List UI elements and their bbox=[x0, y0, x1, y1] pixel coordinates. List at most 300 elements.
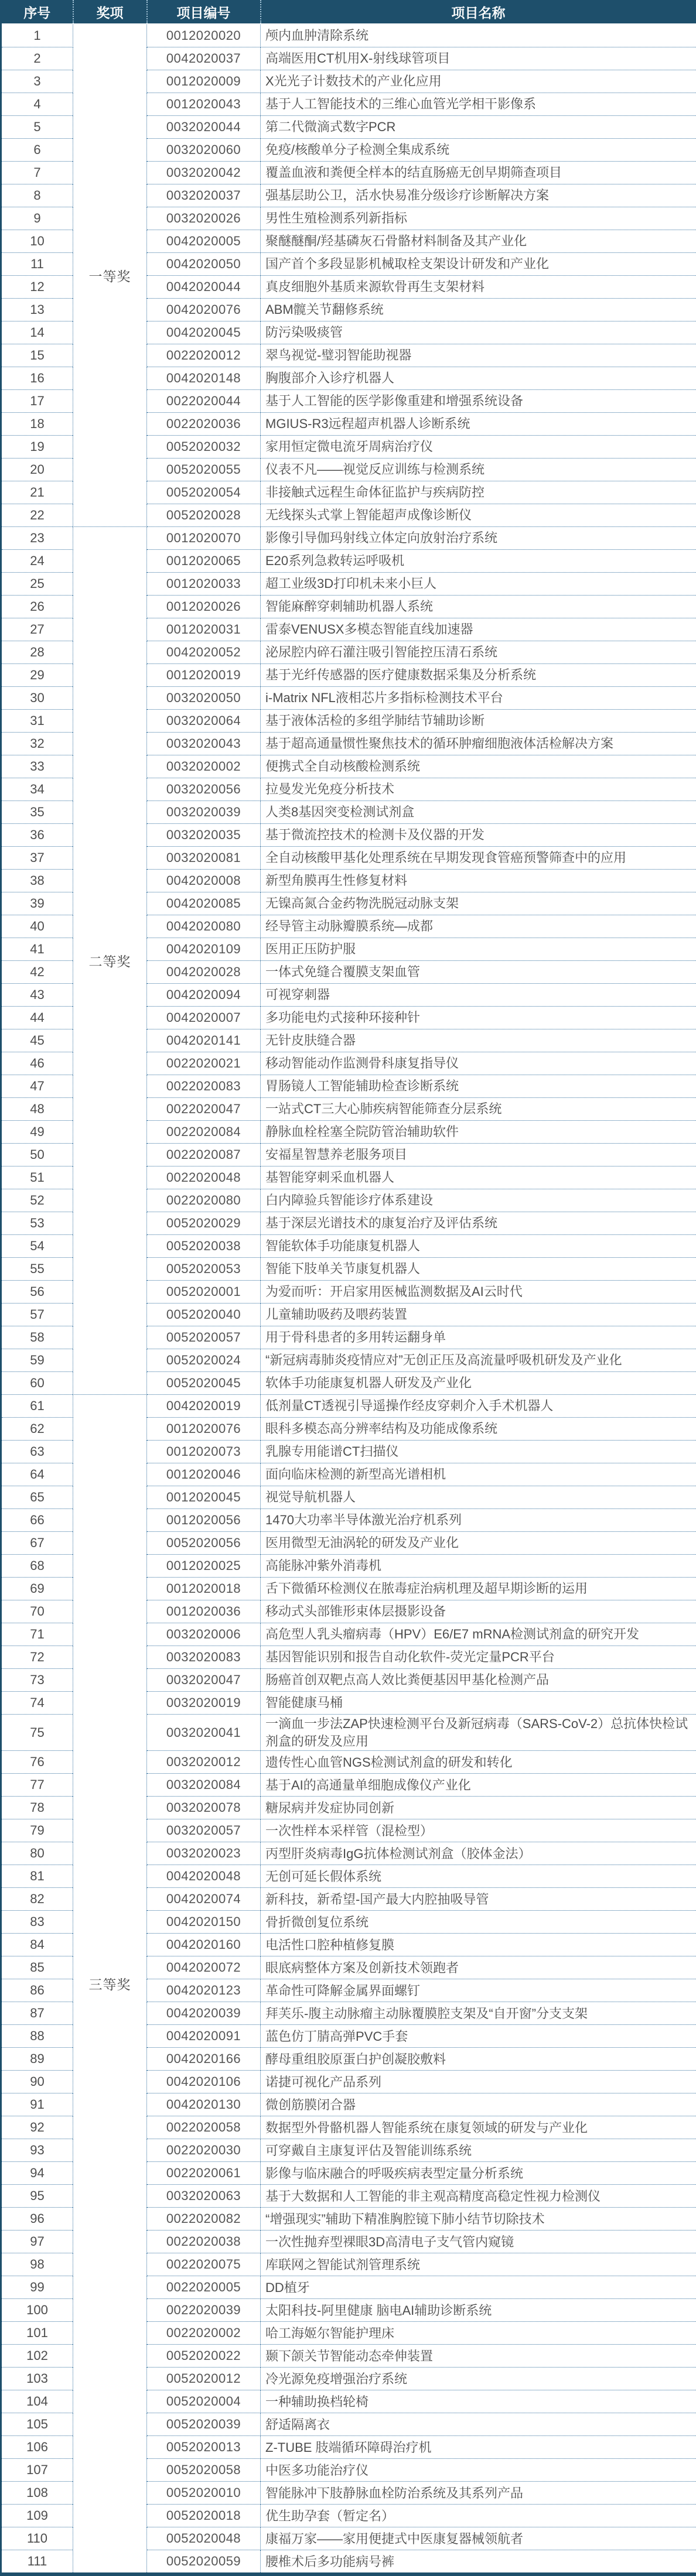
table-header bbox=[1, 0, 696, 24]
project-name-cell: 覆盖血液和粪便全样本的结直肠癌无创早期筛查项目 bbox=[261, 162, 696, 184]
project-code-cell: 0042020109 bbox=[147, 938, 261, 961]
project-code-cell: 0052020056 bbox=[147, 1532, 261, 1555]
serial-number-cell: 49 bbox=[1, 1121, 73, 1144]
project-name-cell: 胃肠镜人工智能辅助检查诊断系统 bbox=[261, 1075, 696, 1098]
project-name-cell: 诺捷可视化产品系列 bbox=[261, 2071, 696, 2093]
project-name-cell: 高端医用CT机用X-射线球管项目 bbox=[261, 47, 696, 70]
serial-number-cell: 64 bbox=[1, 1463, 73, 1486]
serial-number-cell: 105 bbox=[1, 2413, 73, 2436]
serial-number-cell: 4 bbox=[1, 93, 73, 116]
project-name-cell: 太阳科技-阿里健康 脑电AI辅助诊断系统 bbox=[261, 2299, 696, 2322]
serial-number-cell: 32 bbox=[1, 733, 73, 755]
serial-number-cell: 54 bbox=[1, 1235, 73, 1258]
project-code-cell: 0042020037 bbox=[147, 47, 261, 70]
project-name-cell: 库联网之智能试剂管理系统 bbox=[261, 2253, 696, 2276]
serial-number-cell: 84 bbox=[1, 1934, 73, 1956]
header-serial-number: 序号 bbox=[1, 0, 73, 24]
serial-number-cell: 19 bbox=[1, 436, 73, 459]
serial-number-cell: 13 bbox=[1, 299, 73, 321]
project-name-cell: 乳腺专用能谱CT扫描仪 bbox=[261, 1441, 696, 1463]
serial-number-cell: 16 bbox=[1, 367, 73, 390]
project-code-cell: 0022020002 bbox=[147, 2322, 261, 2345]
project-name-cell: 数据型外骨骼机器人智能系统在康复领域的研发与产业化 bbox=[261, 2116, 696, 2139]
serial-number-cell: 63 bbox=[1, 1441, 73, 1463]
project-code-cell: 0032020084 bbox=[147, 1774, 261, 1797]
serial-number-cell: 103 bbox=[1, 2368, 73, 2390]
serial-number-cell: 8 bbox=[1, 184, 73, 207]
serial-number-cell: 69 bbox=[1, 1578, 73, 1600]
project-code-cell: 0022020012 bbox=[147, 344, 261, 367]
project-code-cell: 0032020064 bbox=[147, 710, 261, 733]
project-name-cell: 中医多功能治疗仪 bbox=[261, 2459, 696, 2482]
project-name-cell: 基因智能识别和报告自动化软件-荧光定量PCR平台 bbox=[261, 1646, 696, 1669]
project-name-cell: 静脉血栓栓塞全院防管治辅助软件 bbox=[261, 1121, 696, 1144]
project-name-cell: E20系列急救转运呼吸机 bbox=[261, 550, 696, 573]
project-name-cell: 仪表不凡——视觉反应训练与检测系统 bbox=[261, 459, 696, 481]
project-code-cell: 0022020036 bbox=[147, 413, 261, 436]
serial-number-cell: 39 bbox=[1, 892, 73, 915]
project-name-cell: 康福万家——家用便捷式中医康复器械领航者 bbox=[261, 2527, 696, 2550]
project-code-cell: 0012020070 bbox=[147, 527, 261, 550]
project-name-cell: 拉曼发光免疫分析技术 bbox=[261, 778, 696, 801]
project-code-cell: 0032020037 bbox=[147, 184, 261, 207]
table-row bbox=[1, 1395, 696, 1418]
project-code-cell: 0012020026 bbox=[147, 596, 261, 618]
table-body bbox=[1, 24, 696, 2574]
project-code-cell: 0052020010 bbox=[147, 2482, 261, 2505]
serial-number-cell: 34 bbox=[1, 778, 73, 801]
serial-number-cell: 36 bbox=[1, 824, 73, 847]
serial-number-cell: 26 bbox=[1, 596, 73, 618]
serial-number-cell: 81 bbox=[1, 1865, 73, 1888]
project-code-cell: 0032020002 bbox=[147, 755, 261, 778]
project-name-cell: 蓝色仿丁腈高弹PVC手套 bbox=[261, 2025, 696, 2048]
project-code-cell: 0052020032 bbox=[147, 436, 261, 459]
project-name-cell: 颞下颌关节智能动态牵伸装置 bbox=[261, 2345, 696, 2368]
project-code-cell: 0022020075 bbox=[147, 2253, 261, 2276]
project-code-cell: 0012020065 bbox=[147, 550, 261, 573]
serial-number-cell: 73 bbox=[1, 1669, 73, 1692]
serial-number-cell: 76 bbox=[1, 1751, 73, 1774]
project-code-cell: 0012020045 bbox=[147, 1486, 261, 1509]
serial-number-cell: 47 bbox=[1, 1075, 73, 1098]
project-code-cell: 0012020033 bbox=[147, 573, 261, 596]
project-name-cell: 一次性抛弃型裸眼3D高清电子支气管内窥镜 bbox=[261, 2231, 696, 2253]
project-name-cell: 高危型人乳头瘤病毒（HPV）E6/E7 mRNA检测试剂盒的研究开发 bbox=[261, 1623, 696, 1646]
project-code-cell: 0032020035 bbox=[147, 824, 261, 847]
serial-number-cell: 42 bbox=[1, 961, 73, 984]
project-name-cell: 第二代微滴式数字PCR bbox=[261, 116, 696, 139]
project-name-cell: 家用恒定微电流牙周病治疗仪 bbox=[261, 436, 696, 459]
project-code-cell: 0012020020 bbox=[147, 24, 261, 47]
serial-number-cell: 58 bbox=[1, 1326, 73, 1349]
project-code-cell: 0052020004 bbox=[147, 2390, 261, 2413]
project-code-cell: 0032020044 bbox=[147, 116, 261, 139]
serial-number-cell: 1 bbox=[1, 24, 73, 47]
project-name-cell: 真皮细胞外基质来源软骨再生支架材料 bbox=[261, 276, 696, 299]
project-code-cell: 0032020042 bbox=[147, 162, 261, 184]
project-name-cell: 强基层助公卫，活水快易准分级诊疗诊断解决方案 bbox=[261, 184, 696, 207]
serial-number-cell: 91 bbox=[1, 2093, 73, 2116]
serial-number-cell: 18 bbox=[1, 413, 73, 436]
project-code-cell: 0032020039 bbox=[147, 801, 261, 824]
project-code-cell: 0022020058 bbox=[147, 2116, 261, 2139]
project-name-cell: 多功能电灼式接种环接种针 bbox=[261, 1007, 696, 1029]
serial-number-cell: 65 bbox=[1, 1486, 73, 1509]
project-name-cell: 一种辅助换档轮椅 bbox=[261, 2390, 696, 2413]
project-name-cell: 基于液体活检的多组学肺结节辅助诊断 bbox=[261, 710, 696, 733]
serial-number-cell: 12 bbox=[1, 276, 73, 299]
project-code-cell: 0032020047 bbox=[147, 1669, 261, 1692]
project-code-cell: 0052020039 bbox=[147, 2413, 261, 2436]
serial-number-cell: 89 bbox=[1, 2048, 73, 2071]
project-code-cell: 0032020006 bbox=[147, 1623, 261, 1646]
project-code-cell: 0032020057 bbox=[147, 1819, 261, 1842]
project-name-cell: 智能软体手功能康复机器人 bbox=[261, 1235, 696, 1258]
project-code-cell: 0032020041 bbox=[147, 1715, 261, 1751]
project-code-cell: 0022020082 bbox=[147, 2208, 261, 2231]
project-code-cell: 0032020012 bbox=[147, 1751, 261, 1774]
serial-number-cell: 6 bbox=[1, 139, 73, 162]
project-name-cell: 眼底病整体方案及创新技术领跑者 bbox=[261, 1956, 696, 1979]
serial-number-cell: 23 bbox=[1, 527, 73, 550]
serial-number-cell: 79 bbox=[1, 1819, 73, 1842]
project-code-cell: 0032020078 bbox=[147, 1797, 261, 1819]
serial-number-cell: 92 bbox=[1, 2116, 73, 2139]
project-code-cell: 0042020008 bbox=[147, 870, 261, 892]
serial-number-cell: 108 bbox=[1, 2482, 73, 2505]
project-code-cell: 0012020043 bbox=[147, 93, 261, 116]
serial-number-cell: 83 bbox=[1, 1911, 73, 1934]
serial-number-cell: 75 bbox=[1, 1715, 73, 1751]
serial-number-cell: 2 bbox=[1, 47, 73, 70]
project-name-cell: 糖尿病并发症协同创新 bbox=[261, 1797, 696, 1819]
project-code-cell: 0012020009 bbox=[147, 70, 261, 93]
project-name-cell: 微创筋膜闭合器 bbox=[261, 2093, 696, 2116]
project-name-cell: 聚醚醚酮/羟基磷灰石骨骼材料制备及其产业化 bbox=[261, 230, 696, 253]
serial-number-cell: 17 bbox=[1, 390, 73, 413]
project-code-cell: 0042020050 bbox=[147, 253, 261, 276]
serial-number-cell: 62 bbox=[1, 1418, 73, 1441]
serial-number-cell: 41 bbox=[1, 938, 73, 961]
project-code-cell: 0042020052 bbox=[147, 641, 261, 664]
serial-number-cell: 59 bbox=[1, 1349, 73, 1372]
project-name-cell: 冷光源免疫增强治疗系统 bbox=[261, 2368, 696, 2390]
serial-number-cell: 106 bbox=[1, 2436, 73, 2459]
header-project-code: 项目编号 bbox=[147, 0, 261, 24]
award-cell: 一等奖 bbox=[73, 24, 147, 527]
project-name-cell: 基于深层光谱技术的康复治疗及评估系统 bbox=[261, 1212, 696, 1235]
project-code-cell: 0012020036 bbox=[147, 1600, 261, 1623]
project-name-cell: 一站式CT三大心肺疾病智能筛查分层系统 bbox=[261, 1098, 696, 1121]
project-name-cell: 腰椎术后多功能病号裤 bbox=[261, 2550, 696, 2575]
serial-number-cell: 90 bbox=[1, 2071, 73, 2093]
project-code-cell: 0022020061 bbox=[147, 2162, 261, 2185]
project-code-cell: 0042020148 bbox=[147, 367, 261, 390]
project-code-cell: 0032020081 bbox=[147, 847, 261, 870]
project-name-cell: 一体式免缝合覆膜支架血管 bbox=[261, 961, 696, 984]
project-name-cell: 一滴血一步法ZAP快速检测平台及新冠病毒（SARS-CoV-2）总抗体快检试剂盒的研发及应用 bbox=[261, 1715, 696, 1751]
project-name-cell: 可穿戴自主康复评估及智能训练系统 bbox=[261, 2139, 696, 2162]
project-code-cell: 0032020056 bbox=[147, 778, 261, 801]
project-name-cell: 便携式全自动核酸检测系统 bbox=[261, 755, 696, 778]
project-name-cell: 智能麻醉穿刺辅助机器人系统 bbox=[261, 596, 696, 618]
award-cell: 二等奖 bbox=[73, 527, 147, 1395]
project-name-cell: 肠癌首创双靶点高人效比粪便基因甲基化检测产品 bbox=[261, 1669, 696, 1692]
project-code-cell: 0052020001 bbox=[147, 1281, 261, 1304]
serial-number-cell: 96 bbox=[1, 2208, 73, 2231]
project-name-cell: 全自动核酸甲基化处理系统在早期发现食管癌预警筛查中的应用 bbox=[261, 847, 696, 870]
project-code-cell: 0022020044 bbox=[147, 390, 261, 413]
serial-number-cell: 85 bbox=[1, 1956, 73, 1979]
project-code-cell: 0032020063 bbox=[147, 2185, 261, 2208]
project-code-cell: 0012020056 bbox=[147, 1509, 261, 1532]
project-code-cell: 0052020013 bbox=[147, 2436, 261, 2459]
project-code-cell: 0042020130 bbox=[147, 2093, 261, 2116]
project-name-cell: 为爱而听：开启家用医械监测数据及AI云时代 bbox=[261, 1281, 696, 1304]
project-code-cell: 0032020083 bbox=[147, 1646, 261, 1669]
project-code-cell: 0042020166 bbox=[147, 2048, 261, 2071]
serial-number-cell: 53 bbox=[1, 1212, 73, 1235]
project-name-cell: 面向临床检测的新型高光谱相机 bbox=[261, 1463, 696, 1486]
project-name-cell: 移动式头部锥形束体层摄影设备 bbox=[261, 1600, 696, 1623]
project-code-cell: 0052020054 bbox=[147, 481, 261, 504]
project-name-cell: 影像引导伽玛射线立体定向放射治疗系统 bbox=[261, 527, 696, 550]
project-name-cell: 眼科多模态高分辨率结构及功能成像系统 bbox=[261, 1418, 696, 1441]
project-name-cell: 安福星智慧养老服务项目 bbox=[261, 1144, 696, 1166]
project-name-cell: 经导管主动脉瓣膜系统—成都 bbox=[261, 915, 696, 938]
project-name-cell: 丙型肝炎病毒IgG抗体检测试剂盒（胶体金法） bbox=[261, 1842, 696, 1865]
project-name-cell: ABM髋关节翻修系统 bbox=[261, 299, 696, 321]
serial-number-cell: 14 bbox=[1, 321, 73, 344]
serial-number-cell: 5 bbox=[1, 116, 73, 139]
award-cell: 三等奖 bbox=[73, 1395, 147, 2575]
project-code-cell: 0032020060 bbox=[147, 139, 261, 162]
project-name-cell: 哈工海姬尔智能护理床 bbox=[261, 2322, 696, 2345]
project-code-cell: 0042020085 bbox=[147, 892, 261, 915]
project-name-cell: 基于人工智能的医学影像重建和增强系统设备 bbox=[261, 390, 696, 413]
serial-number-cell: 25 bbox=[1, 573, 73, 596]
project-name-cell: 可视穿刺器 bbox=[261, 984, 696, 1007]
project-code-cell: 0052020053 bbox=[147, 1258, 261, 1281]
project-name-cell: 舒适隔离衣 bbox=[261, 2413, 696, 2436]
project-code-cell: 0012020031 bbox=[147, 618, 261, 641]
serial-number-cell: 71 bbox=[1, 1623, 73, 1646]
serial-number-cell: 80 bbox=[1, 1842, 73, 1865]
project-code-cell: 0052020022 bbox=[147, 2345, 261, 2368]
project-name-cell: 视觉导航机器人 bbox=[261, 1486, 696, 1509]
project-name-cell: MGIUS-R3远程超声机器人诊断系统 bbox=[261, 413, 696, 436]
project-code-cell: 0052020040 bbox=[147, 1304, 261, 1326]
serial-number-cell: 99 bbox=[1, 2276, 73, 2299]
serial-number-cell: 102 bbox=[1, 2345, 73, 2368]
serial-number-cell: 86 bbox=[1, 1979, 73, 2002]
serial-number-cell: 48 bbox=[1, 1098, 73, 1121]
serial-number-cell: 22 bbox=[1, 504, 73, 527]
project-code-cell: 0042020091 bbox=[147, 2025, 261, 2048]
project-code-cell: 0032020023 bbox=[147, 1842, 261, 1865]
project-name-cell: 一次性样本采样管（混检型） bbox=[261, 1819, 696, 1842]
serial-number-cell: 109 bbox=[1, 2505, 73, 2527]
serial-number-cell: 98 bbox=[1, 2253, 73, 2276]
project-code-cell: 0022020039 bbox=[147, 2299, 261, 2322]
header-award: 奖项 bbox=[73, 0, 147, 24]
project-name-cell: 医用微型无油涡轮的研发及产业化 bbox=[261, 1532, 696, 1555]
serial-number-cell: 66 bbox=[1, 1509, 73, 1532]
project-name-cell: “增强现实”辅助下精准胸腔镜下肺小结节切除技术 bbox=[261, 2208, 696, 2231]
project-code-cell: 0052020057 bbox=[147, 1326, 261, 1349]
project-name-cell: 基于大数据和人工智能的非主观高精度高稳定性视力检测仪 bbox=[261, 2185, 696, 2208]
project-name-cell: 高能脉冲紫外消毒机 bbox=[261, 1555, 696, 1578]
project-name-cell: 革命性可降解金属界面螺钉 bbox=[261, 1979, 696, 2002]
serial-number-cell: 11 bbox=[1, 253, 73, 276]
serial-number-cell: 29 bbox=[1, 664, 73, 687]
project-name-cell: 智能下肢单关节康复机器人 bbox=[261, 1258, 696, 1281]
serial-number-cell: 101 bbox=[1, 2322, 73, 2345]
serial-number-cell: 56 bbox=[1, 1281, 73, 1304]
serial-number-cell: 77 bbox=[1, 1774, 73, 1797]
project-code-cell: 0042020160 bbox=[147, 1934, 261, 1956]
project-name-cell: 免疫/核酸单分子检测全集成系统 bbox=[261, 139, 696, 162]
project-code-cell: 0052020018 bbox=[147, 2505, 261, 2527]
project-name-cell: 翠鸟视觉-璧羽智能助视器 bbox=[261, 344, 696, 367]
project-code-cell: 0052020029 bbox=[147, 1212, 261, 1235]
project-code-cell: 0042020007 bbox=[147, 1007, 261, 1029]
project-name-cell: X光光子计数技术的产业化应用 bbox=[261, 70, 696, 93]
project-name-cell: 移动智能动作监测骨科康复指导仪 bbox=[261, 1052, 696, 1075]
project-name-cell: 颅内血肿清除系统 bbox=[261, 24, 696, 47]
serial-number-cell: 74 bbox=[1, 1692, 73, 1715]
project-code-cell: 0022020005 bbox=[147, 2276, 261, 2299]
project-code-cell: 0052020024 bbox=[147, 1349, 261, 1372]
project-code-cell: 0022020021 bbox=[147, 1052, 261, 1075]
serial-number-cell: 70 bbox=[1, 1600, 73, 1623]
serial-number-cell: 82 bbox=[1, 1888, 73, 1911]
project-code-cell: 0032020043 bbox=[147, 733, 261, 755]
header-row bbox=[1, 0, 696, 24]
serial-number-cell: 30 bbox=[1, 687, 73, 710]
project-name-cell: 男性生殖检测系列新指标 bbox=[261, 207, 696, 230]
project-name-cell: 胸腹部介入诊疗机器人 bbox=[261, 367, 696, 390]
serial-number-cell: 43 bbox=[1, 984, 73, 1007]
project-name-cell: 儿童辅助吸药及喂药装置 bbox=[261, 1304, 696, 1326]
serial-number-cell: 31 bbox=[1, 710, 73, 733]
serial-number-cell: 100 bbox=[1, 2299, 73, 2322]
serial-number-cell: 87 bbox=[1, 2002, 73, 2025]
serial-number-cell: 88 bbox=[1, 2025, 73, 2048]
project-name-cell: 基智能穿刺采血机器人 bbox=[261, 1166, 696, 1189]
serial-number-cell: 35 bbox=[1, 801, 73, 824]
serial-number-cell: 95 bbox=[1, 2185, 73, 2208]
project-code-cell: 0012020018 bbox=[147, 1578, 261, 1600]
project-code-cell: 0052020059 bbox=[147, 2550, 261, 2575]
serial-number-cell: 3 bbox=[1, 70, 73, 93]
project-name-cell: DD植牙 bbox=[261, 2276, 696, 2299]
serial-number-cell: 15 bbox=[1, 344, 73, 367]
serial-number-cell: 20 bbox=[1, 459, 73, 481]
serial-number-cell: 60 bbox=[1, 1372, 73, 1395]
serial-number-cell: 68 bbox=[1, 1555, 73, 1578]
project-code-cell: 0032020026 bbox=[147, 207, 261, 230]
table-row bbox=[1, 24, 696, 47]
serial-number-cell: 7 bbox=[1, 162, 73, 184]
project-name-cell: 新科技，新希望-国产最大内腔抽吸导管 bbox=[261, 1888, 696, 1911]
project-code-cell: 0052020048 bbox=[147, 2527, 261, 2550]
project-name-cell: i-Matrix NFL液相芯片多指标检测技术平台 bbox=[261, 687, 696, 710]
project-code-cell: 0012020019 bbox=[147, 664, 261, 687]
project-code-cell: 0042020080 bbox=[147, 915, 261, 938]
project-name-cell: 基于人工智能技术的三维心血管光学相干影像系 bbox=[261, 93, 696, 116]
serial-number-cell: 97 bbox=[1, 2231, 73, 2253]
project-code-cell: 0042020028 bbox=[147, 961, 261, 984]
serial-number-cell: 10 bbox=[1, 230, 73, 253]
project-code-cell: 0042020123 bbox=[147, 1979, 261, 2002]
serial-number-cell: 51 bbox=[1, 1166, 73, 1189]
project-code-cell: 0012020025 bbox=[147, 1555, 261, 1578]
project-code-cell: 0022020030 bbox=[147, 2139, 261, 2162]
project-code-cell: 0052020045 bbox=[147, 1372, 261, 1395]
project-name-cell: 基于AI的高通量单细胞成像仪产业化 bbox=[261, 1774, 696, 1797]
project-name-cell: 优生助孕套（暂定名） bbox=[261, 2505, 696, 2527]
serial-number-cell: 44 bbox=[1, 1007, 73, 1029]
serial-number-cell: 94 bbox=[1, 2162, 73, 2185]
project-name-cell: 国产首个多段显影机械取栓支架设计研发和产业化 bbox=[261, 253, 696, 276]
project-code-cell: 0032020019 bbox=[147, 1692, 261, 1715]
project-code-cell: 0042020039 bbox=[147, 2002, 261, 2025]
project-name-cell: 无线探头式掌上智能超声成像诊断仪 bbox=[261, 504, 696, 527]
serial-number-cell: 9 bbox=[1, 207, 73, 230]
project-name-cell: 影像与临床融合的呼吸疾病表型定量分析系统 bbox=[261, 2162, 696, 2185]
project-name-cell: 超工业级3D打印机未来小巨人 bbox=[261, 573, 696, 596]
serial-number-cell: 27 bbox=[1, 618, 73, 641]
project-code-cell: 0042020005 bbox=[147, 230, 261, 253]
project-name-cell: 新型角膜再生性修复材料 bbox=[261, 870, 696, 892]
serial-number-cell: 111 bbox=[1, 2550, 73, 2575]
project-code-cell: 0052020038 bbox=[147, 1235, 261, 1258]
project-code-cell: 0042020044 bbox=[147, 276, 261, 299]
project-name-cell: 骨折微创复位系统 bbox=[261, 1911, 696, 1934]
project-code-cell: 0032020050 bbox=[147, 687, 261, 710]
header-project-name: 项目名称 bbox=[261, 0, 696, 24]
project-name-cell: 软体手功能康复机器人研发及产业化 bbox=[261, 1372, 696, 1395]
project-code-cell: 0042020045 bbox=[147, 321, 261, 344]
project-name-cell: 基于微流控技术的检测卡及仪器的开发 bbox=[261, 824, 696, 847]
serial-number-cell: 21 bbox=[1, 481, 73, 504]
project-name-cell: 无创可延长假体系统 bbox=[261, 1865, 696, 1888]
project-code-cell: 0042020106 bbox=[147, 2071, 261, 2093]
project-code-cell: 0042020150 bbox=[147, 1911, 261, 1934]
serial-number-cell: 55 bbox=[1, 1258, 73, 1281]
project-code-cell: 0042020072 bbox=[147, 1956, 261, 1979]
serial-number-cell: 104 bbox=[1, 2390, 73, 2413]
serial-number-cell: 93 bbox=[1, 2139, 73, 2162]
project-name-cell: 人类8基因突变检测试剂盒 bbox=[261, 801, 696, 824]
project-name-cell: 泌尿腔内碎石灌注吸引智能控压清石系统 bbox=[261, 641, 696, 664]
project-code-cell: 0042020048 bbox=[147, 1865, 261, 1888]
project-code-cell: 0052020055 bbox=[147, 459, 261, 481]
serial-number-cell: 46 bbox=[1, 1052, 73, 1075]
project-code-cell: 0042020019 bbox=[147, 1395, 261, 1418]
project-name-cell: 无镍高氮合金药物洗脱冠动脉支架 bbox=[261, 892, 696, 915]
project-code-cell: 0022020038 bbox=[147, 2231, 261, 2253]
project-name-cell: 白内障验兵智能诊疗体系建设 bbox=[261, 1189, 696, 1212]
serial-number-cell: 45 bbox=[1, 1029, 73, 1052]
serial-number-cell: 50 bbox=[1, 1144, 73, 1166]
serial-number-cell: 24 bbox=[1, 550, 73, 573]
project-name-cell: 非接触式远程生命体征监护与疾病防控 bbox=[261, 481, 696, 504]
project-name-cell: 基于超高通量惯性聚焦技术的循环肿瘤细胞液体活检解决方案 bbox=[261, 733, 696, 755]
project-name-cell: 遗传性心血管NGS检测试剂盒的研发和转化 bbox=[261, 1751, 696, 1774]
